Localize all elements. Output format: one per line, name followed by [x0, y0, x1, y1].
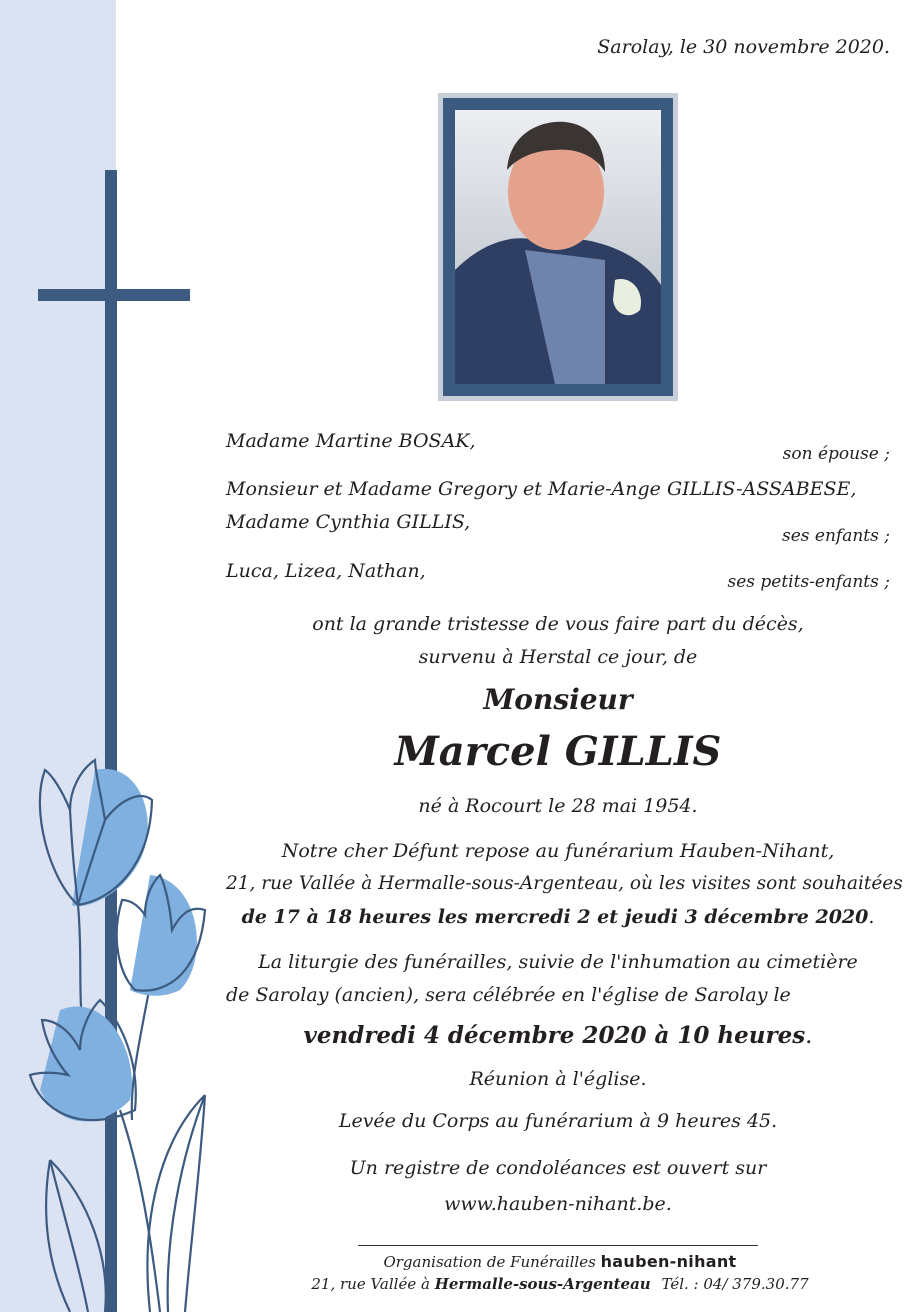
footer-phone: Tél. : 04/ 379.30.77 [661, 1275, 809, 1293]
meeting-info: Réunion à l'église. [469, 1068, 647, 1090]
visitation-line-2: 21, rue Vallée à Hermalle-sous-Argenteau, où les visites sont souhaitées [226, 873, 903, 894]
deceased-honorific: Monsieur [483, 683, 633, 716]
cross-icon [38, 170, 190, 1312]
announcement-line-1: ont la grande tristesse de vous faire part du décès, [312, 613, 804, 635]
visitation-times-bold: de 17 à 18 heures les mercredi 2 et jeudi 3 décembre 2020 [241, 906, 869, 928]
registry-line-1: Un registre de condoléances est ouvert sur [349, 1157, 767, 1179]
footer-brand-logo: hauben-nihant [600, 1252, 737, 1271]
deceased-name: Marcel GILLIS [394, 728, 722, 775]
portrait-photo [455, 110, 661, 384]
announcement-line-2: survenu à Herstal ce jour, de [418, 646, 698, 668]
footer-address-prefix: 21, rue Vallée à [311, 1275, 430, 1293]
funeral-datetime [226, 1022, 890, 1049]
footer-org-prefix: Organisation de Funérailles [383, 1253, 596, 1271]
funeral-line-1: La liturgie des funérailles, suivie de l'inhumation au cimetière [258, 951, 858, 973]
family-member-child-couple: Monsieur et Madame Gregory et Marie-Ange GILLIS-ASSABESE, [226, 478, 857, 500]
registry-link[interactable]: www.hauben-nihant.be. [444, 1193, 672, 1215]
family-member-spouse: Madame Martine BOSAK, [226, 430, 476, 452]
visitation-times [226, 906, 890, 928]
portrait-frame [438, 93, 678, 401]
portrait-border [443, 98, 673, 396]
relation-children: ses enfants ; [782, 526, 890, 546]
funeral-datetime-end: . [805, 1023, 813, 1049]
place-date: Sarolay, le 30 novembre 2020. [597, 36, 890, 58]
family-member-grandchildren: Luca, Lizea, Nathan, [226, 560, 426, 582]
visitation-times-end: . [868, 906, 875, 928]
family-member-child: Madame Cynthia GILLIS, [226, 511, 471, 533]
relation-grandchildren: ses petits-enfants ; [727, 572, 890, 592]
funeral-datetime-bold: vendredi 4 décembre 2020 à 10 heures [303, 1022, 806, 1049]
visitation-line-1: Notre cher Défunt repose au funérarium Hauben-Nihant, [281, 840, 835, 862]
footer-address [250, 1275, 870, 1293]
funeral-line-2: de Sarolay (ancien), sera célébrée en l'église de Sarolay le [226, 984, 791, 1006]
relation-spouse: son épouse ; [782, 444, 890, 464]
person-icon [455, 110, 661, 384]
footer-divider [358, 1245, 758, 1246]
levee-info: Levée du Corps au funérarium à 9 heures 45. [338, 1110, 778, 1132]
birth-info: né à Rocourt le 28 mai 1954. [418, 795, 698, 817]
tulip-icon [30, 760, 205, 1312]
footer-address-city: Hermalle-sous-Argenteau [434, 1275, 651, 1293]
footer-organisation [300, 1252, 820, 1271]
